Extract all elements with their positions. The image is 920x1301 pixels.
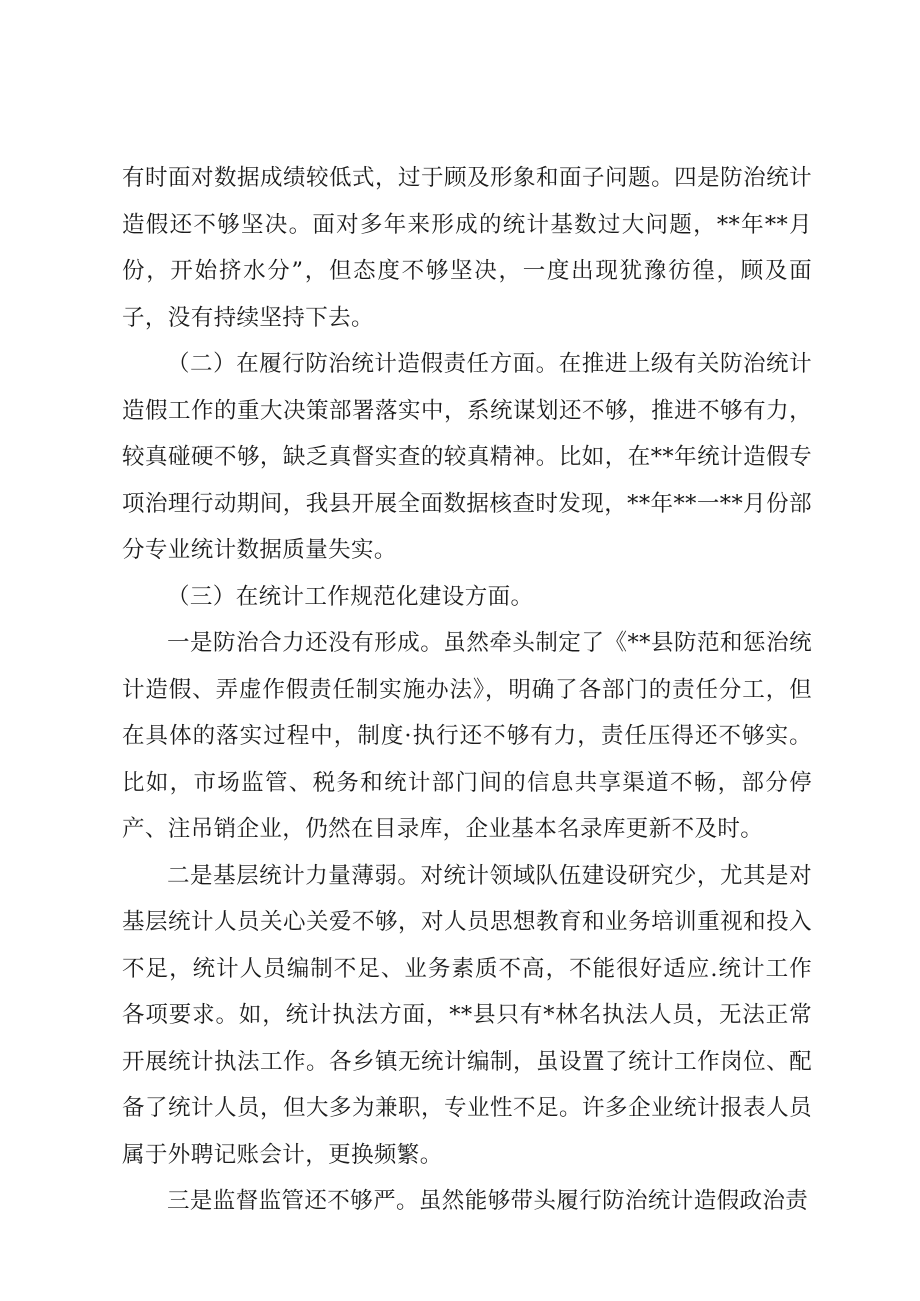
paragraph-1: 有时面对数据成绩较低式，过于顾及形象和面子问题。四是防治统计造假还不够坚决。面对多年来形成的统计基数过大问题，**年**月份，开始挤水分”，但态度不够坚决，一度出现犹豫彷徨，顾及面子，没有持续坚持下去。 — [122, 165, 812, 331]
document-body — [122, 155, 812, 1225]
paragraph-5: 二是基层统计力量薄弱。对统计领域队伍建设研究少，尤其是对基层统计人员关心关爱不够，对人员思想教育和业务培训重视和投入不足，统计人员编制不足、业务素质不高，不能很好适应.统计工作各项要求。如，统计执法方面，**县只有*林名执法人员，无法正常开展统计执法工作。各乡镇无统计编制，虽设置了统计工作岗位、配备了统计人员，但大多为兼职，专业性不足。许多企业统计报表人员属于外聘记账会计，更换频繁。 — [122, 862, 812, 1168]
paragraph-6: 三是监督监管还不够严。虽然能够带头履行防治统计造假政治责 — [167, 1188, 809, 1214]
paragraph-2: （二）在履行防治统计造假责任方面。在推进上级有关防治统计造假工作的重大决策部署落实中，系统谋划还不够，推进不够有力，较真碰硬不够，缺乏真督实查的较真精神。比如，在**年统计造假专项治理行动期间，我县开展全面数据核查时发现，**年**一**月份部分专业统计数据质量失实。 — [122, 351, 812, 563]
paragraph-4: 一是防治合力还没有形成。虽然牵头制定了《**县防范和惩治统计造假、弄虚作假责任制实施办法》，明确了各部门的责任分工，但在具体的落实过程中，制度·执行还不够有力，责任压得还不够实。比如，市场监管、税务和统计部门间的信息共享渠道不畅，部分停产、注吊销企业，仍然在目录库，企业基本名录库更新不及时。 — [122, 630, 812, 842]
paragraph-3: （三）在统计工作规范化建设方面。 — [167, 583, 534, 610]
